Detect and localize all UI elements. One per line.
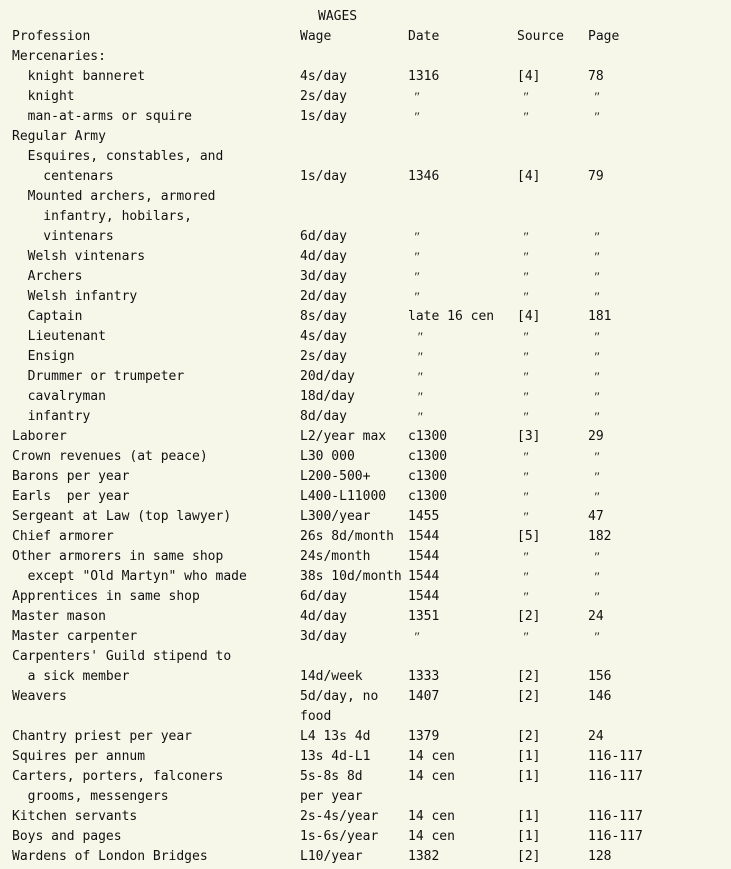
- wage-cell: 2s/day: [300, 349, 347, 364]
- table-row: [12, 187, 216, 207]
- profession-cell: Squires per annum: [12, 749, 146, 764]
- table-row: [12, 687, 612, 707]
- profession-cell: Kitchen servants: [12, 809, 138, 824]
- source-cell: [1]: [517, 809, 541, 824]
- date-cell: ″: [408, 249, 420, 264]
- header-wage: Wage: [300, 29, 332, 44]
- table-row: [12, 807, 643, 827]
- profession-cell: Earls per year: [12, 489, 130, 504]
- profession-cell: Laborer: [12, 429, 67, 444]
- profession-cell: Lieutenant: [12, 329, 106, 344]
- table-row: [12, 47, 106, 67]
- table-row: [12, 787, 363, 807]
- table-row: [12, 727, 604, 747]
- source-cell: [2]: [517, 689, 541, 704]
- date-cell: 1544: [408, 549, 440, 564]
- source-cell: ″: [517, 269, 529, 284]
- date-cell: late 16 cen: [408, 309, 495, 324]
- wage-cell: 14d/week: [300, 669, 363, 684]
- table-row: [12, 287, 600, 307]
- header-profession: Profession: [12, 29, 91, 44]
- profession-cell: Crown revenues (at peace): [12, 449, 208, 464]
- page-cell: ″: [588, 289, 600, 304]
- table-row: [12, 627, 600, 647]
- date-cell: ″: [408, 289, 420, 304]
- wage-cell: 4d/day: [300, 249, 347, 264]
- wage-cell: 8s/day: [300, 309, 347, 324]
- page-cell: 146: [588, 689, 612, 704]
- wage-cell: 3d/day: [300, 629, 347, 644]
- source-cell: [2]: [517, 609, 541, 624]
- source-cell: ″: [517, 469, 529, 484]
- table-row: [12, 407, 600, 427]
- wage-cell: 8d/day: [300, 409, 347, 424]
- profession-cell: Welsh vintenars: [12, 249, 146, 264]
- profession-cell: Wardens of London Bridges: [12, 849, 208, 864]
- page-cell: 156: [588, 669, 612, 684]
- source-cell: ″: [517, 249, 529, 264]
- date-cell: 1544: [408, 589, 440, 604]
- header-row: [12, 27, 620, 47]
- wage-cell: 20d/day: [300, 369, 355, 384]
- date-cell: 14 cen: [408, 749, 455, 764]
- table-row: [12, 567, 600, 587]
- date-cell: 1407: [408, 689, 440, 704]
- profession-cell: Mercenaries:: [12, 49, 106, 64]
- source-cell: [4]: [517, 69, 541, 84]
- source-cell: ″: [517, 569, 529, 584]
- date-cell: c1300: [408, 429, 448, 444]
- wage-cell: 5s-8s 8d: [300, 769, 363, 784]
- source-cell: [2]: [517, 729, 541, 744]
- wage-cell: L2/year max: [300, 429, 387, 444]
- profession-cell: except "Old Martyn" who made: [12, 569, 247, 584]
- table-row: [12, 827, 643, 847]
- date-cell: ″: [408, 269, 420, 284]
- page-cell: ″: [588, 89, 600, 104]
- table-row: [12, 327, 600, 347]
- source-cell: [2]: [517, 669, 541, 684]
- date-cell: 1351: [408, 609, 440, 624]
- table-row: [12, 447, 600, 467]
- source-cell: ″: [517, 549, 529, 564]
- page-cell: 182: [588, 529, 612, 544]
- profession-cell: knight banneret: [12, 69, 146, 84]
- profession-cell: Chief armorer: [12, 529, 114, 544]
- profession-cell: grooms, messengers: [12, 789, 169, 804]
- profession-cell: infantry, hobilars,: [12, 209, 193, 224]
- source-cell: [2]: [517, 849, 541, 864]
- table-row: [12, 707, 332, 727]
- date-cell: 14 cen: [408, 829, 455, 844]
- page-cell: ″: [588, 109, 600, 124]
- page-title: WAGES: [318, 9, 358, 24]
- wage-cell: L30 000: [300, 449, 355, 464]
- date-cell: ″: [408, 409, 424, 424]
- wage-cell: 1s/day: [300, 109, 347, 124]
- profession-cell: man-at-arms or squire: [12, 109, 193, 124]
- table-row: [12, 527, 612, 547]
- wage-cell: 38s 10d/month: [300, 569, 402, 584]
- table-row: [12, 67, 604, 87]
- wage-cell: per year: [300, 789, 363, 804]
- table-row: [12, 347, 600, 367]
- page-cell: ″: [588, 329, 600, 344]
- date-cell: 1333: [408, 669, 440, 684]
- page-cell: ″: [588, 389, 600, 404]
- profession-cell: Mounted archers, armored: [12, 189, 216, 204]
- source-cell: ″: [517, 389, 529, 404]
- source-cell: ″: [517, 349, 529, 364]
- profession-cell: Drummer or trumpeter: [12, 369, 185, 384]
- page-cell: ″: [588, 449, 600, 464]
- profession-cell: Chantry priest per year: [12, 729, 193, 744]
- wage-cell: 1s/day: [300, 169, 347, 184]
- page-cell: 24: [588, 609, 604, 624]
- page-cell: 78: [588, 69, 604, 84]
- table-row: [12, 667, 612, 687]
- wage-cell: L300/year: [300, 509, 371, 524]
- source-cell: ″: [517, 509, 529, 524]
- table-row: [12, 247, 600, 267]
- table-row: [12, 547, 600, 567]
- wages-table: [12, 27, 643, 867]
- wage-cell: L200-500+: [300, 469, 371, 484]
- source-cell: [4]: [517, 309, 541, 324]
- page-cell: 79: [588, 169, 604, 184]
- page-cell: ″: [588, 369, 600, 384]
- profession-cell: Archers: [12, 269, 83, 284]
- profession-cell: Barons per year: [12, 469, 130, 484]
- wage-cell: 2d/day: [300, 289, 347, 304]
- table-row: [12, 607, 604, 627]
- source-cell: [1]: [517, 769, 541, 784]
- wage-cell: 4s/day: [300, 329, 347, 344]
- table-row: [12, 747, 643, 767]
- table-row: [12, 87, 600, 107]
- wage-cell: 5d/day, no: [300, 689, 379, 704]
- profession-cell: Master carpenter: [12, 629, 138, 644]
- source-cell: ″: [517, 449, 529, 464]
- page-cell: ″: [588, 589, 600, 604]
- page-cell: ″: [588, 489, 600, 504]
- table-row: [12, 487, 600, 507]
- profession-cell: vintenars: [12, 229, 114, 244]
- table-row: [12, 387, 600, 407]
- profession-cell: Captain: [12, 309, 83, 324]
- profession-cell: knight: [12, 89, 75, 104]
- page-cell: 24: [588, 729, 604, 744]
- wage-cell: 4s/day: [300, 69, 347, 84]
- profession-cell: Apprentices in same shop: [12, 589, 200, 604]
- profession-cell: Ensign: [12, 349, 75, 364]
- wage-cell: L10/year: [300, 849, 363, 864]
- page-cell: 116-117: [588, 809, 643, 824]
- date-cell: 1382: [408, 849, 440, 864]
- source-cell: ″: [517, 289, 529, 304]
- page-cell: 29: [588, 429, 604, 444]
- table-row: [12, 427, 604, 447]
- table-row: [12, 307, 612, 327]
- page-cell: 128: [588, 849, 612, 864]
- profession-cell: Esquires, constables, and: [12, 149, 224, 164]
- date-cell: c1300: [408, 469, 448, 484]
- source-cell: ″: [517, 409, 529, 424]
- source-cell: ″: [517, 89, 529, 104]
- profession-cell: cavalryman: [12, 389, 106, 404]
- date-cell: 1544: [408, 569, 440, 584]
- date-cell: ″: [408, 369, 424, 384]
- table-row: [12, 507, 604, 527]
- profession-cell: Sergeant at Law (top lawyer): [12, 509, 232, 524]
- page-cell: 116-117: [588, 829, 643, 844]
- wage-cell: 1s-6s/year: [300, 829, 379, 844]
- profession-cell: Regular Army: [12, 129, 106, 144]
- page-cell: ″: [588, 549, 600, 564]
- source-cell: [1]: [517, 749, 541, 764]
- date-cell: ″: [408, 629, 420, 644]
- table-row: [12, 267, 600, 287]
- page-cell: ″: [588, 249, 600, 264]
- date-cell: ″: [408, 229, 420, 244]
- profession-cell: Welsh infantry: [12, 289, 138, 304]
- date-cell: ″: [408, 329, 424, 344]
- header-page: Page: [588, 29, 620, 44]
- page-cell: 116-117: [588, 749, 643, 764]
- table-row: [12, 227, 600, 247]
- header-source: Source: [517, 29, 564, 44]
- table-row: [12, 767, 643, 787]
- wage-cell: L4 13s 4d: [300, 729, 371, 744]
- date-cell: 14 cen: [408, 769, 455, 784]
- date-cell: 1455: [408, 509, 440, 524]
- table-row: [12, 147, 224, 167]
- table-row: [12, 167, 604, 187]
- wage-cell: 24s/month: [300, 549, 371, 564]
- page-cell: ″: [588, 409, 600, 424]
- source-cell: ″: [517, 109, 529, 124]
- source-cell: ″: [517, 369, 529, 384]
- profession-cell: a sick member: [12, 669, 130, 684]
- header-date: Date: [408, 29, 440, 44]
- table-row: [12, 107, 600, 127]
- date-cell: ″: [408, 349, 424, 364]
- source-cell: ″: [517, 629, 529, 644]
- table-row: [12, 467, 600, 487]
- wage-cell: L400-L11000: [300, 489, 387, 504]
- table-row: [12, 367, 600, 387]
- table-row: [12, 207, 193, 227]
- source-cell: [5]: [517, 529, 541, 544]
- wage-cell: 26s 8d/month: [300, 529, 394, 544]
- source-cell: ″: [517, 329, 529, 344]
- wage-cell: 13s 4d-L1: [300, 749, 371, 764]
- wage-cell: 18d/day: [300, 389, 355, 404]
- source-cell: [1]: [517, 829, 541, 844]
- wage-cell: food: [300, 709, 332, 724]
- profession-cell: infantry: [12, 409, 91, 424]
- wage-cell: 6d/day: [300, 229, 347, 244]
- profession-cell: Carters, porters, falconers: [12, 769, 224, 784]
- wage-cell: 2s-4s/year: [300, 809, 379, 824]
- profession-cell: Weavers: [12, 689, 67, 704]
- page-cell: ″: [588, 269, 600, 284]
- date-cell: 1544: [408, 529, 440, 544]
- table-row: [12, 127, 106, 147]
- profession-cell: centenars: [12, 169, 114, 184]
- date-cell: 14 cen: [408, 809, 455, 824]
- wage-cell: 4d/day: [300, 609, 347, 624]
- wage-cell: 2s/day: [300, 89, 347, 104]
- source-cell: [3]: [517, 429, 541, 444]
- date-cell: c1300: [408, 489, 448, 504]
- wage-cell: 6d/day: [300, 589, 347, 604]
- page-cell: ″: [588, 569, 600, 584]
- page-cell: ″: [588, 629, 600, 644]
- table-row: [12, 847, 612, 867]
- date-cell: ″: [408, 389, 424, 404]
- date-cell: 1379: [408, 729, 440, 744]
- table-row: [12, 647, 232, 667]
- page-cell: 181: [588, 309, 612, 324]
- profession-cell: Carpenters' Guild stipend to: [12, 649, 232, 664]
- page-cell: ″: [588, 349, 600, 364]
- page-cell: ″: [588, 469, 600, 484]
- profession-cell: Other armorers in same shop: [12, 549, 224, 564]
- date-cell: ″: [408, 109, 420, 124]
- source-cell: [4]: [517, 169, 541, 184]
- page-cell: ″: [588, 229, 600, 244]
- date-cell: 1346: [408, 169, 440, 184]
- profession-cell: Boys and pages: [12, 829, 122, 844]
- date-cell: ″: [408, 89, 420, 104]
- page-cell: 116-117: [588, 769, 643, 784]
- source-cell: ″: [517, 229, 529, 244]
- table-row: [12, 587, 600, 607]
- date-cell: 1316: [408, 69, 440, 84]
- wage-cell: 3d/day: [300, 269, 347, 284]
- source-cell: ″: [517, 489, 529, 504]
- profession-cell: Master mason: [12, 609, 106, 624]
- page-cell: 47: [588, 509, 604, 524]
- date-cell: c1300: [408, 449, 448, 464]
- source-cell: ″: [517, 589, 529, 604]
- table-body: [12, 47, 643, 867]
